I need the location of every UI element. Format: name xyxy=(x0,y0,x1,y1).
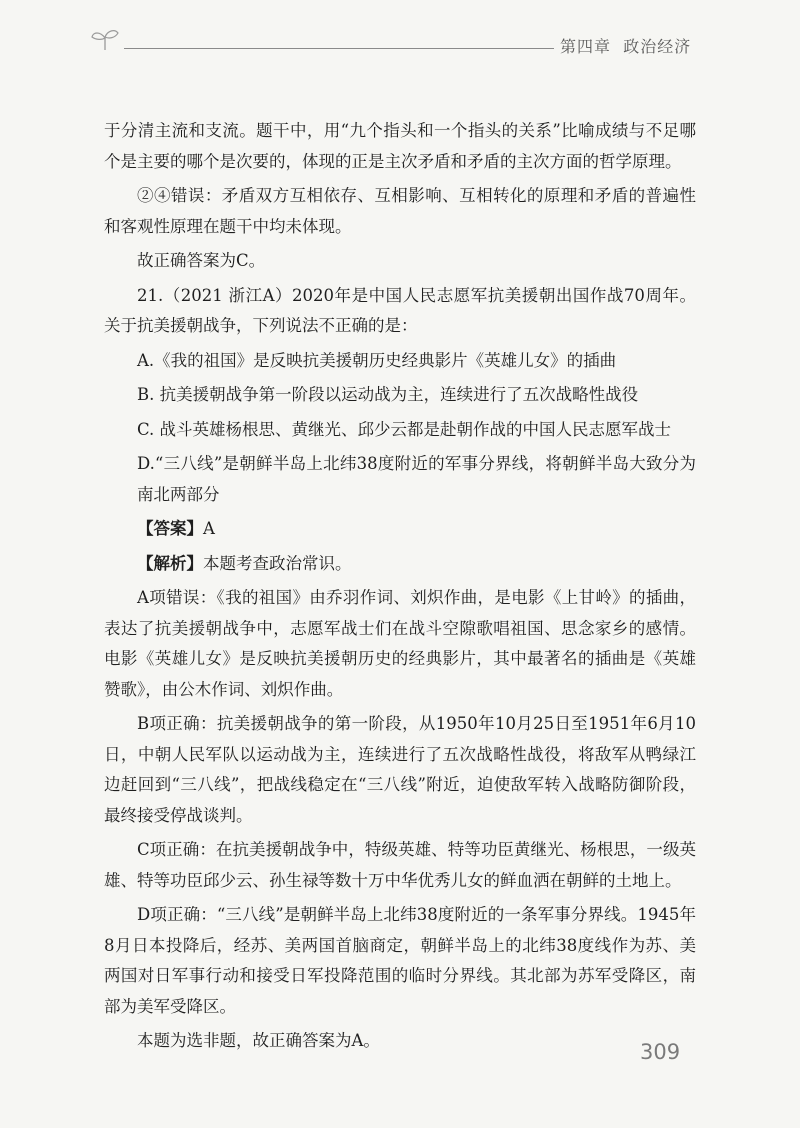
explanation-c: C项正确：在抗美援朝战争中，特级英雄、特等功臣黄继光、杨根思，一级英雄、特等功臣邱少云、孙生禄等数十万中华优秀儿女的鲜血洒在朝鲜的土地上。 xyxy=(104,840,696,890)
answer-line xyxy=(104,514,696,545)
answer-label: 【答案】 xyxy=(137,519,203,538)
chapter-number: 第四章 xyxy=(560,37,612,56)
explanation-d: D项正确：“三八线”是朝鲜半岛上北纬38度附近的一条军事分界线。1945年8月日本投降后，经苏、美两国首脑商定，朝鲜半岛上的北纬38度线作为苏、美两国对日军事行动和接受日军投降范围的临时分界线。其北部为苏军受降区，南部为美军受降区。 xyxy=(104,905,696,1016)
page-number: 309 xyxy=(640,1040,681,1064)
chapter-title: 政治经济 xyxy=(623,37,692,56)
page-body xyxy=(104,116,696,1061)
explanation-a: A项错误：《我的祖国》由乔羽作词、刘炽作曲，是电影《上甘岭》的插曲，表达了抗美援朝战争中，志愿军战士们在战斗空隙歌唱祖国、思念家乡的感情。电影《英雄儿女》是反映抗美援朝历史的经典影片，其中最著名的插曲是《英雄赞歌》，由公木作词、刘炽作曲。 xyxy=(104,588,696,699)
page-header xyxy=(90,28,710,62)
paragraph-continued: 于分清主流和支流。题干中，用“九个指头和一个指头的关系”比喻成绩与不足哪个是主要的哪个是次要的，体现的正是主次矛盾和矛盾的主次方面的哲学原理。 xyxy=(104,121,696,171)
option-a: A.《我的祖国》是反映抗美援朝历史经典影片《英雄儿女》的插曲 xyxy=(137,350,617,370)
option-d: D.“三八线”是朝鲜半岛上北纬38度附近的军事分界线，将朝鲜半岛大致分为南北两部分 xyxy=(137,454,696,504)
analysis-line xyxy=(104,549,696,580)
header-rule xyxy=(124,48,554,49)
paragraph-error-explanation: ②④错误：矛盾双方互相依存、互相影响、互相转化的原理和矛盾的普遍性和客观性原理在题干中均未体现。 xyxy=(104,186,696,236)
analysis-text: 本题考查政治常识。 xyxy=(203,553,352,573)
paragraph-answer-c: 故正确答案为C。 xyxy=(137,251,266,270)
conclusion: 本题为选非题，故正确答案为A。 xyxy=(137,1031,380,1050)
option-c: C. 战斗英雄杨根思、黄继光、邱少云都是赴朝作战的中国人民志愿军战士 xyxy=(137,419,672,439)
analysis-label: 【解析】 xyxy=(137,553,203,573)
question-21: 21.（2021 浙江A）2020年是中国人民志愿军抗美援朝出国作战70周年。关于抗美援朝战争，下列说法不正确的是： xyxy=(104,285,696,335)
explanation-b: B项正确：抗美援朝战争的第一阶段，从1950年10月25日至1951年6月10日，中朝人民军队以运动战为主，连续进行了五次战略性战役，将敌军从鸭绿江边赶回到“三八线”，把战线稳定在“三八线”附近，迫使敌军转入战略防御阶段，最终接受停战谈判。 xyxy=(104,714,696,825)
answer-value: A xyxy=(203,519,215,538)
sprout-icon xyxy=(90,28,120,52)
chapter-heading xyxy=(560,34,691,57)
option-b: B. 抗美援朝战争第一阶段以运动战为主，连续进行了五次战略性战役 xyxy=(137,385,639,404)
